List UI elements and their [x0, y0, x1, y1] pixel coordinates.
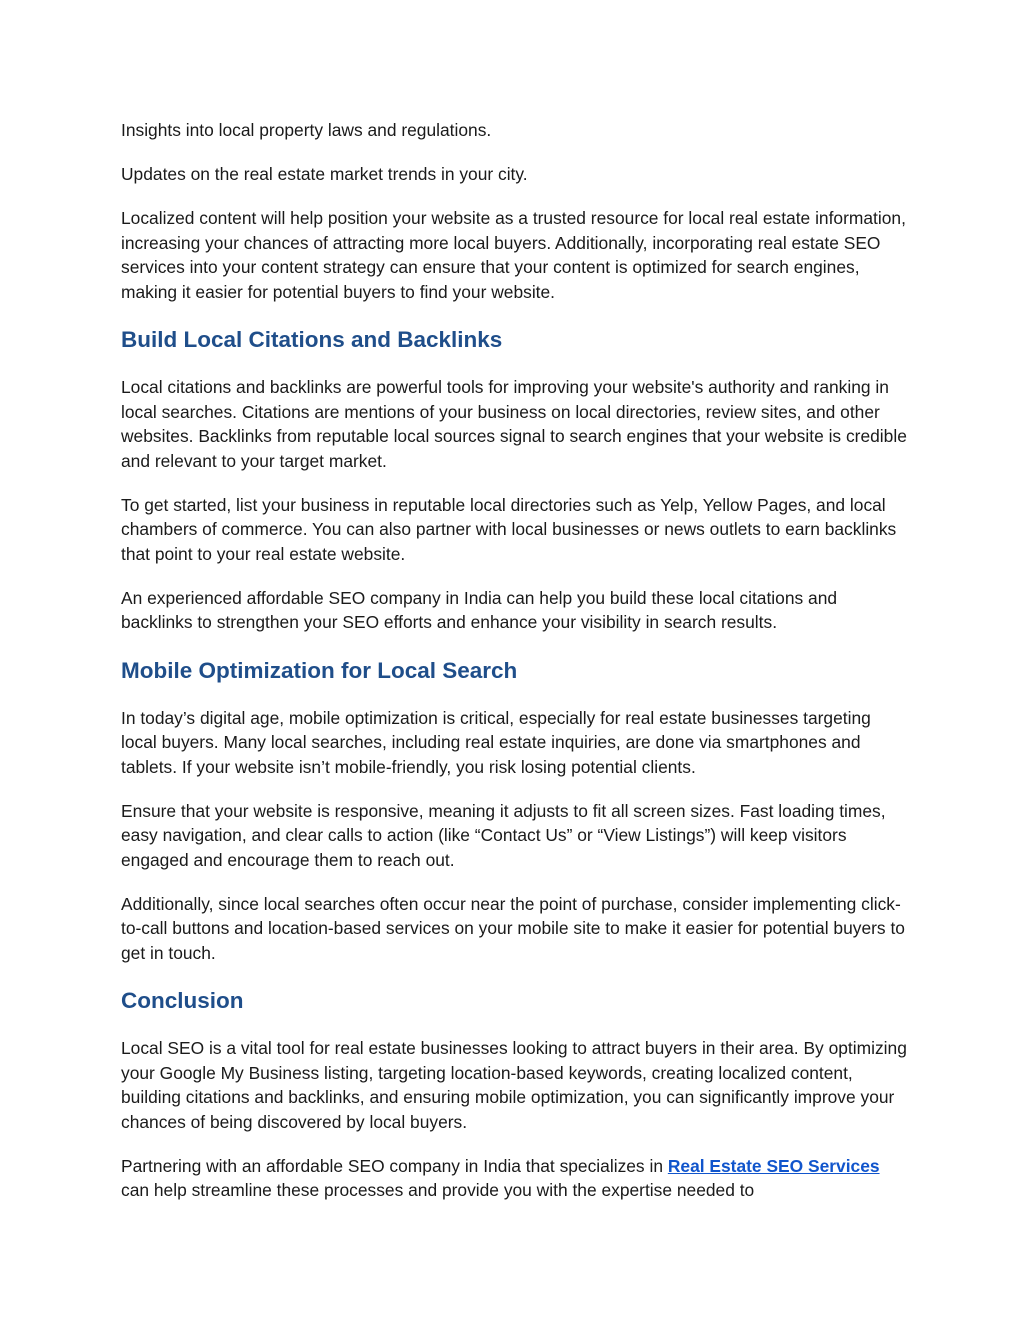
- citations-heading: Build Local Citations and Backlinks: [121, 327, 503, 352]
- conclusion-paragraph-2: [121, 1154, 911, 1203]
- mobile-paragraph-1: In today’s digital age, mobile optimization is critical, especially for real estate businesses targeting local buyers. Many local searches, including real estate inquiries, are done via smartphones and tablets. If your website isn’t mobile-friendly, you risk losing potential clients.: [121, 707, 871, 777]
- conclusion-text-after-link: can help streamline these processes and provide you with the expertise needed to: [121, 1180, 755, 1200]
- conclusion-text-before-link: Partnering with an affordable SEO company in India that specializes in: [121, 1155, 668, 1176]
- document-page: [121, 118, 911, 1222]
- mobile-paragraph-2: Ensure that your website is responsive, meaning it adjusts to fit all screen sizes. Fast loading times, easy navigation, and clear calls to action (like “Contact Us” or “View Listings”) will keep visitors engaged and encourage them to reach out.: [121, 800, 886, 870]
- mobile-paragraph-3: Additionally, since local searches often occur near the point of purchase, consider implementing click-to-call buttons and location-based services on your mobile site to make it easier for potential buyers to get in touch.: [121, 893, 905, 963]
- conclusion-paragraph-1: Local SEO is a vital tool for real estate businesses looking to attract buyers in their area. By optimizing your Google My Business listing, targeting location-based keywords, creating localized content, building citations and backlinks, and ensuring mobile optimization, you can significantly improve your chances of being discovered by local buyers.: [121, 1038, 907, 1132]
- conclusion-heading: Conclusion: [121, 988, 244, 1013]
- citations-paragraph-2: To get started, list your business in reputable local directories such as Yelp, Yellow Pages, and local chambers of commerce. You can also partner with local businesses or news outlets to earn backlinks that point to your real estate website.: [121, 494, 897, 564]
- real-estate-seo-services-link[interactable]: Real Estate SEO Services: [667, 1155, 880, 1176]
- citations-paragraph-3: An experienced affordable SEO company in India can help you build these local citations and backlinks to strengthen your SEO efforts and enhance your visibility in search results.: [121, 587, 838, 632]
- intro-paragraph-3: Localized content will help position your website as a trusted resource for local real estate information, increasing your chances of attracting more local buyers. Additionally, incorporating real estate SEO services into your content strategy can ensure that your content is optimized for search engines, making it easier for potential buyers to find your website.: [121, 208, 906, 302]
- mobile-heading: Mobile Optimization for Local Search: [121, 657, 518, 683]
- intro-paragraph-2: Updates on the real estate market trends in your city.: [121, 164, 528, 184]
- citations-paragraph-1: Local citations and backlinks are powerful tools for improving your website's authority and ranking in local searches. Citations are mentions of your business on local directories, review sites, and other websites. Backlinks from reputable local sources signal to search engines that your website is credible and relevant to your target market.: [121, 377, 907, 471]
- intro-paragraph-1: Insights into local property laws and regulations.: [121, 120, 492, 140]
